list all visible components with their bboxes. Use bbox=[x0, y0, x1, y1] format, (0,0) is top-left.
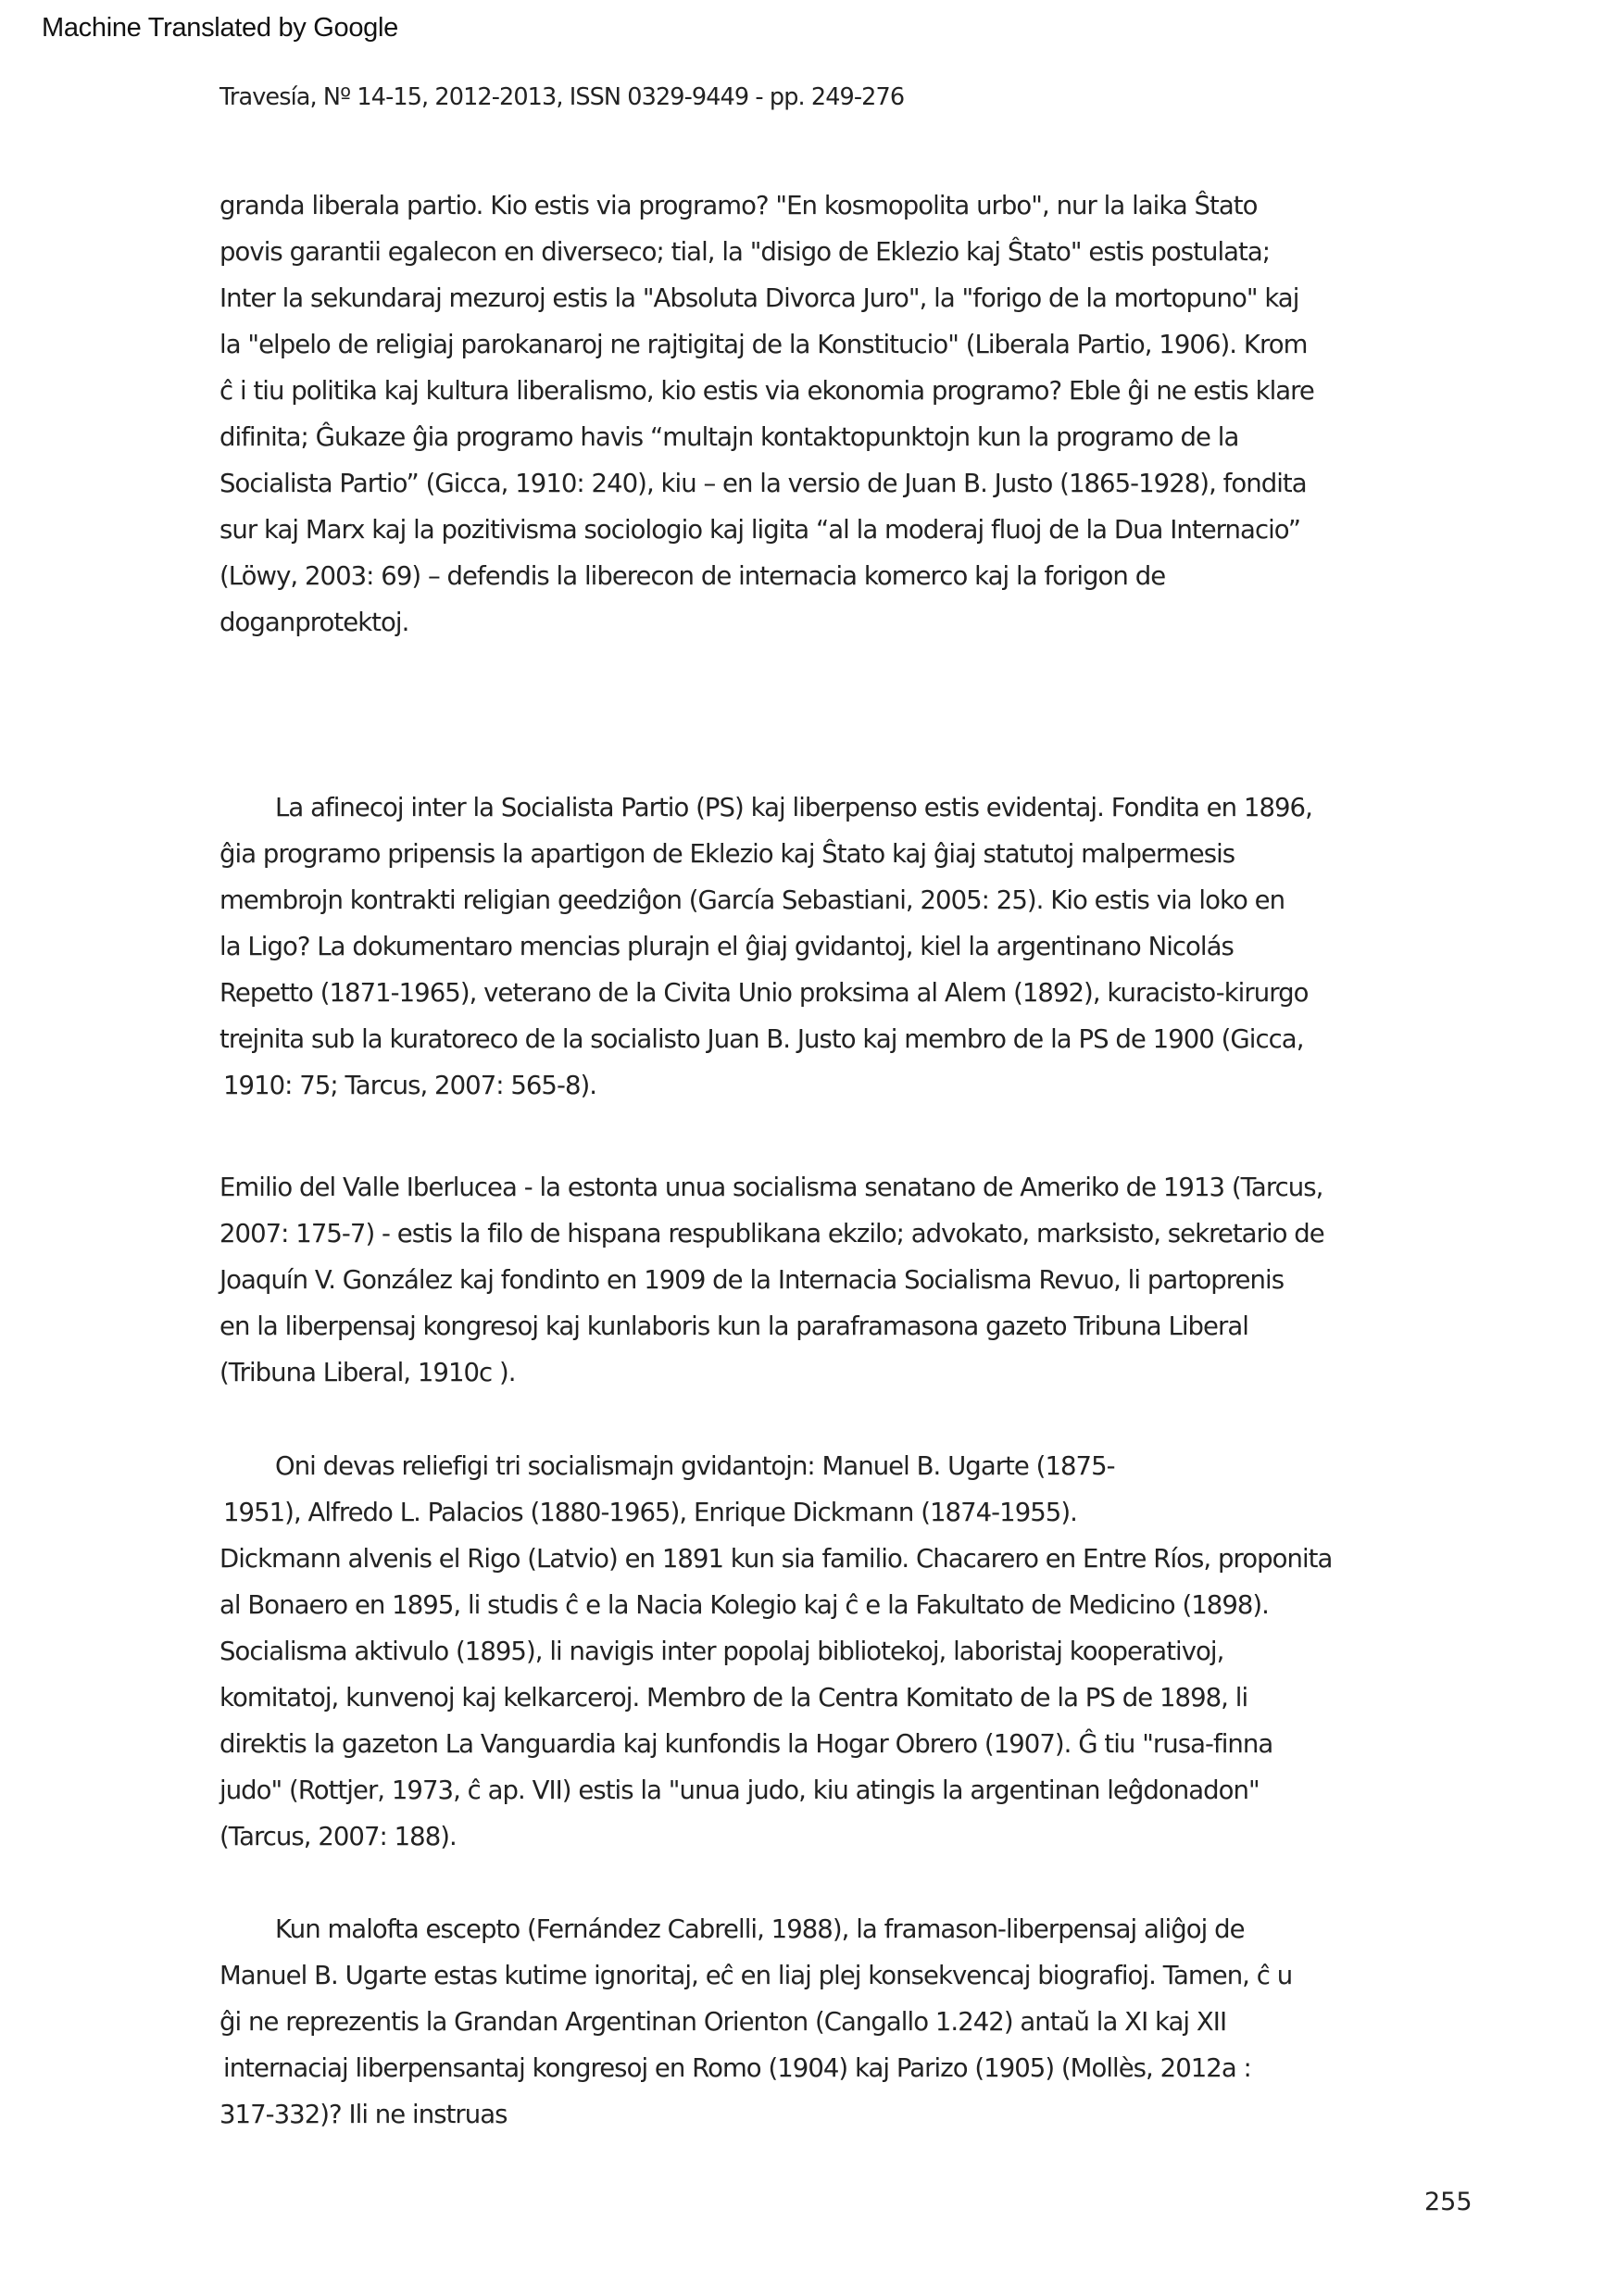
text-line: la Ligo? La dokumentaro mencias plurajn el ĝiaj gvidantoj, kiel la argentinano Nicolás bbox=[219, 932, 1234, 961]
text-line: doganprotektoj. bbox=[219, 608, 409, 637]
text-line: komitatoj, kunvenoj kaj kelkarceroj. Membro de la Centra Komitato de la PS de 1898, li bbox=[219, 1683, 1248, 1713]
text-line: (Tarcus, 2007: 188). bbox=[219, 1822, 457, 1851]
text-line: La afinecoj inter la Socialista Partio (PS) kaj liberpenso estis evidentaj. Fondita en 1896, bbox=[275, 793, 1312, 822]
text-line: en la liberpensaj kongresoj kaj kunlaboris kun la paraframasona gazeto Tribuna Liberal bbox=[219, 1311, 1248, 1341]
text-line: Oni devas reliefigi tri socialismajn gvidantojn: Manuel B. Ugarte (1875- bbox=[275, 1451, 1115, 1481]
text-line: judo" (Rottjer, 1973, ĉ ap. VII) estis la "unua judo, kiu atingis la argentinan leĝdonadon" bbox=[219, 1775, 1260, 1805]
text-line: difinita; Ĝukaze ĝia programo havis “multajn kontaktopunktojn kun la programo de la bbox=[219, 422, 1239, 452]
text-line: ĉ i tiu politika kaj kultura liberalismo, kio estis via ekonomia programo? Eble ĝi ne estis klare bbox=[219, 376, 1314, 406]
text-line: (Tribuna Liberal, 1910c ). bbox=[219, 1358, 516, 1387]
text-line: Inter la sekundaraj mezuroj estis la "Absoluta Divorca Juro", la "forigo de la mortopuno" kaj bbox=[219, 283, 1299, 313]
paragraph-three-leaders bbox=[219, 1443, 1516, 1860]
paragraph-socialist-party bbox=[219, 784, 1516, 1109]
text-line: al Bonaero en 1895, li studis ĉ e la Nacia Kolegio kaj ĉ e la Fakultato de Medicino (1898). bbox=[219, 1590, 1269, 1620]
text-line: membrojn kontrakti religian geedziĝon (García Sebastiani, 2005: 25). Kio estis via loko en bbox=[219, 885, 1285, 915]
text-line: (Löwy, 2003: 69) – defendis la liberecon de internacia komerco kaj la forigon de bbox=[219, 561, 1166, 591]
text-line: povis garantii egalecon en diverseco; tial, la "disigo de Eklezio kaj Ŝtato" estis postulata; bbox=[219, 237, 1271, 267]
text-line: granda liberala partio. Kio estis via programo? "En kosmopolita urbo", nur la laika Ŝtato bbox=[219, 191, 1258, 220]
text-line: Kun malofta escepto (Fernández Cabrelli, 1988), la framason-liberpensaj aliĝoj de bbox=[275, 1914, 1245, 1944]
text-line: Socialista Partio” (Gicca, 1910: 240), kiu – en la versio de Juan B. Justo (1865-1928), fondita bbox=[219, 469, 1307, 498]
paragraph-liberal-party bbox=[219, 182, 1516, 646]
text-line: 2007: 175-7) - estis la filo de hispana respublikana ekzilo; advokato, marksisto, sekretario de bbox=[219, 1219, 1324, 1248]
text-line: trejnita sub la kuratoreco de la socialisto Juan B. Justo kaj membro de la PS de 1900 (Gicca, bbox=[219, 1024, 1304, 1054]
paragraph-del-valle-iberlucea bbox=[219, 1164, 1516, 1396]
running-header: Travesía, Nº 14-15, 2012-2013, ISSN 0329-9449 - pp. 249-276 bbox=[219, 83, 905, 111]
text-line: Dickmann alvenis el Rigo (Latvio) en 1891 kun sia familio. Chacarero en Entre Ríos, proponita bbox=[219, 1544, 1333, 1574]
text-line: sur kaj Marx kaj la pozitivisma sociologio kaj ligita “al la moderaj fluoj de la Dua Internacio” bbox=[219, 515, 1300, 545]
text-line: Manuel B. Ugarte estas kutime ignoritaj, eĉ en liaj plej konsekvencaj biografioj. Tamen, ĉ u bbox=[219, 1961, 1293, 1990]
text-line: direktis la gazeton La Vanguardia kaj kunfondis la Hogar Obrero (1907). Ĝ tiu "rusa-finna bbox=[219, 1729, 1273, 1759]
text-line: ĝi ne reprezentis la Grandan Argentinan Orienton (Cangallo 1.242) antaŭ la XI kaj XII bbox=[219, 2007, 1227, 2037]
text-line: Repetto (1871-1965), veterano de la Civita Unio proksima al Alem (1892), kuracisto-kirurgo bbox=[219, 978, 1309, 1008]
machine-translation-banner: Machine Translated by Google bbox=[42, 13, 398, 43]
text-line: la "elpelo de religiaj parokanaroj ne rajtigitaj de la Konstitucio" (Liberala Partio, 1906). Krom bbox=[219, 330, 1308, 359]
text-line: Emilio del Valle Iberlucea - la estonta unua socialisma senatano de Ameriko de 1913 (Tarcus, bbox=[219, 1173, 1323, 1202]
text-line: 1910: 75; Tarcus, 2007: 565-8). bbox=[223, 1071, 597, 1100]
text-line: 1951), Alfredo L. Palacios (1880-1965), Enrique Dickmann (1874-1955). bbox=[223, 1498, 1077, 1527]
paragraph-ugarte-freemasonry bbox=[219, 1906, 1516, 2138]
text-line: ĝia programo pripensis la apartigon de Eklezio kaj Ŝtato kaj ĝiaj statutoj malpermesis bbox=[219, 839, 1235, 869]
text-line: 317-332)? Ili ne instruas bbox=[219, 2100, 508, 2129]
page-number: 255 bbox=[1424, 2188, 1473, 2216]
text-line: internaciaj liberpensantaj kongresoj en Romo (1904) kaj Parizo (1905) (Mollès, 2012a : bbox=[223, 2053, 1251, 2083]
text-line: Joaquín V. González kaj fondinto en 1909 de la Internacia Socialisma Revuo, li partoprenis bbox=[219, 1265, 1285, 1295]
text-line: Socialisma aktivulo (1895), li navigis inter popolaj bibliotekoj, laboristaj kooperativoj, bbox=[219, 1637, 1224, 1666]
